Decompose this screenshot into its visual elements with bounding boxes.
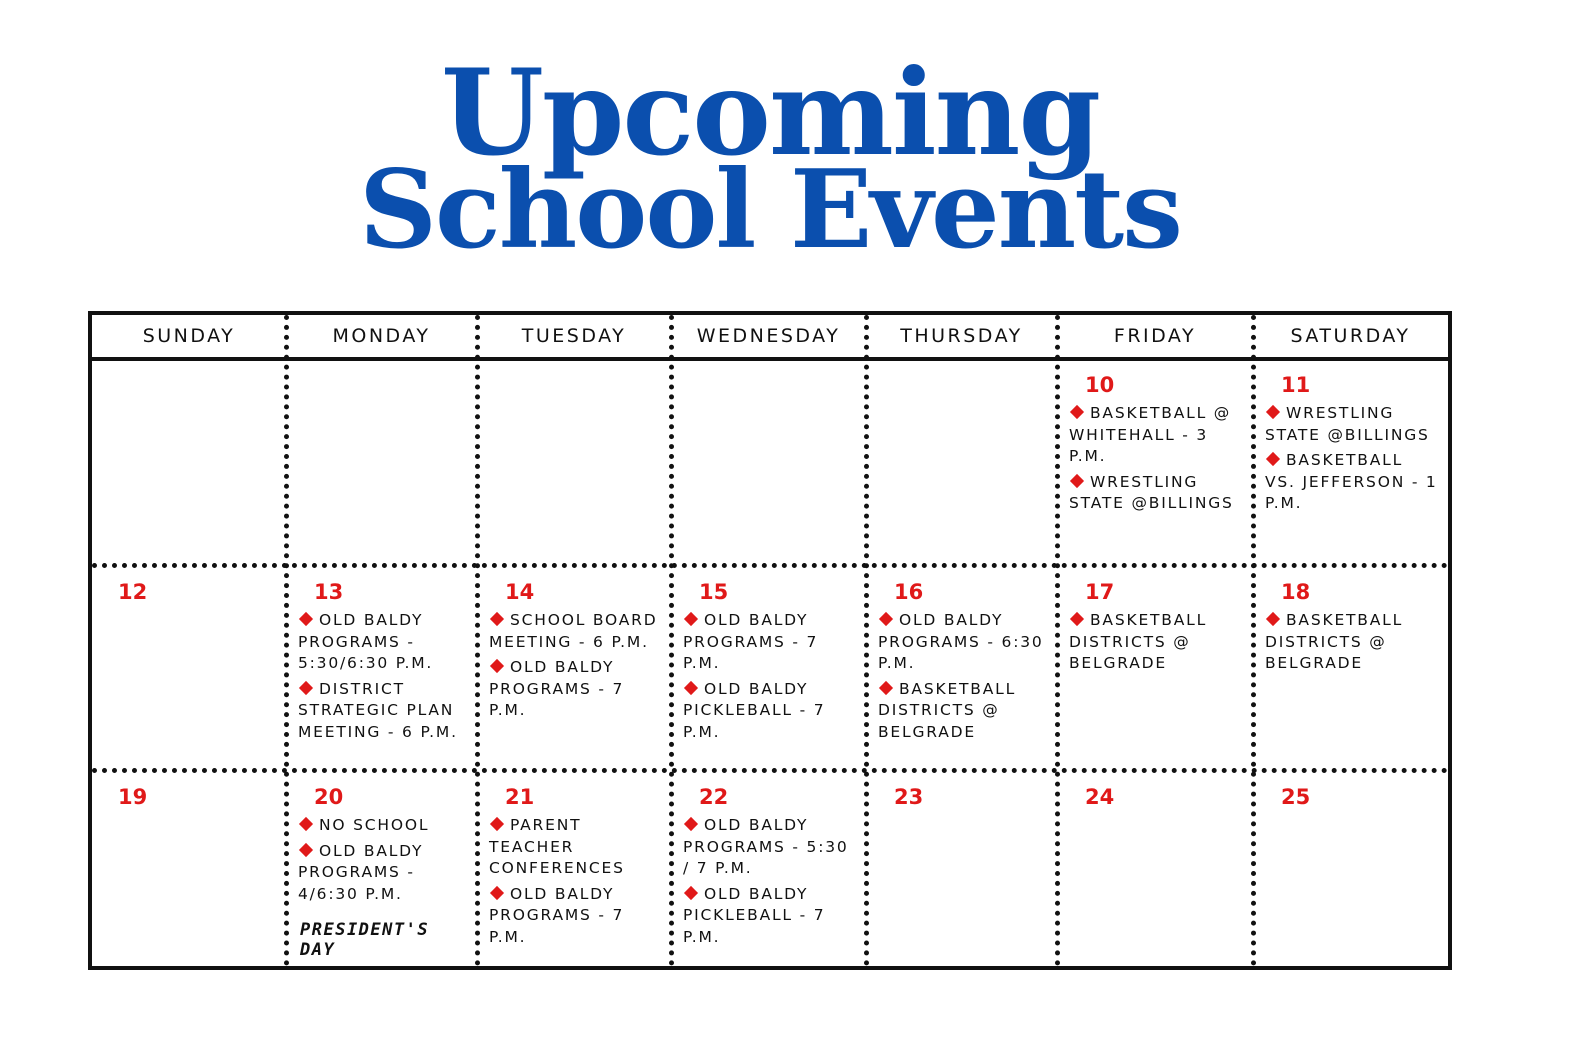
event-text: OLD BALDY PROGRAMS - 7 P.M. (489, 658, 625, 719)
day-number: 24 (1085, 785, 1115, 809)
day-number: 14 (505, 580, 535, 604)
event-text: BASKETBALL DISTRICTS @ BELGRADE (878, 679, 1017, 741)
event-text: OLD BALDY PICKLEBALL - 7 P.M. (683, 679, 826, 741)
calendar-day-cell (288, 361, 475, 563)
calendar-day-cell (868, 568, 1055, 768)
red-diamond-icon (490, 612, 504, 626)
red-diamond-icon (684, 680, 698, 694)
day-number: 18 (1281, 580, 1311, 604)
calendar-day-cell (288, 568, 475, 768)
day-number: 11 (1281, 373, 1311, 397)
event-item (683, 884, 856, 949)
weekday-tuesday: TUESDAY (521, 325, 627, 347)
calendar-day-cell (673, 773, 864, 970)
day-number: 19 (118, 785, 148, 809)
calendar-day-cell (92, 568, 284, 768)
event-text: OLD BALDY PROGRAMS - 6:30 P.M. (878, 611, 1044, 672)
event-text: BASKETBALL DISTRICTS @ BELGRADE (1069, 611, 1208, 672)
day-number: 22 (699, 785, 729, 809)
weekday-wednesday: WEDNESDAY (696, 325, 841, 347)
event-item (298, 841, 467, 906)
calendar-day-cell (1059, 773, 1251, 970)
red-diamond-icon (1070, 473, 1084, 487)
weekday-saturday: SATURDAY (1290, 325, 1411, 347)
calendar-day-cell (868, 773, 1055, 970)
calendar-day-cell (479, 773, 669, 970)
event-text: SCHOOL BOARD MEETING - 6 P.M. (489, 611, 658, 651)
red-diamond-icon (490, 817, 504, 831)
day-number: 12 (118, 580, 148, 604)
weekday-sunday: SUNDAY (142, 325, 236, 347)
event-item (878, 679, 1047, 744)
event-text: WRESTLING STATE @BILLINGS (1069, 472, 1234, 512)
calendar-day-cell (673, 361, 864, 563)
red-diamond-icon (684, 817, 698, 831)
event-item (1265, 610, 1440, 675)
day-number: 15 (699, 580, 729, 604)
calendar-day-cell (1255, 773, 1448, 970)
calendar-day-cell (1059, 361, 1251, 563)
red-diamond-icon (1266, 452, 1280, 466)
event-text: OLD BALDY PROGRAMS - 7 P.M. (683, 611, 819, 672)
calendar-day-cell (1255, 361, 1448, 563)
event-item (298, 815, 467, 837)
event-text: PARENT TEACHER CONFERENCES (489, 816, 625, 877)
day-number: 16 (894, 580, 924, 604)
calendar-day-cell (1255, 568, 1448, 768)
weekday-monday: MONDAY (332, 325, 431, 347)
calendar-day-cell (92, 773, 284, 970)
calendar-grid (88, 311, 1452, 970)
page-title-line-2: School Events (359, 147, 1181, 273)
day-number: 13 (314, 580, 344, 604)
event-item (489, 884, 661, 949)
day-number: 21 (505, 785, 535, 809)
red-diamond-icon (299, 842, 313, 856)
red-diamond-icon (490, 885, 504, 899)
event-text: BASKETBALL @ WHITEHALL - 3 P.M. (1069, 404, 1232, 465)
day-number: 23 (894, 785, 924, 809)
day-number: 10 (1085, 373, 1115, 397)
event-text: NO SCHOOL (319, 816, 430, 834)
event-item (1265, 450, 1440, 515)
event-item (489, 657, 661, 722)
calendar-day-cell (288, 773, 475, 970)
red-diamond-icon (1070, 405, 1084, 419)
event-item (1265, 403, 1440, 446)
calendar-day-cell (868, 361, 1055, 563)
event-text: DISTRICT STRATEGIC PLAN MEETING - 6 P.M. (298, 679, 458, 741)
calendar-day-cell (92, 361, 284, 563)
event-item (1069, 610, 1243, 675)
event-item (878, 610, 1047, 675)
red-diamond-icon (684, 612, 698, 626)
event-text: OLD BALDY PROGRAMS - 4/6:30 P.M. (298, 841, 424, 903)
red-diamond-icon (299, 680, 313, 694)
event-item (298, 610, 467, 675)
event-text: OLD BALDY PROGRAMS - 5:30/6:30 P.M. (298, 611, 434, 672)
calendar-day-cell (479, 361, 669, 563)
calendar-day-cell (1059, 568, 1251, 768)
event-item (683, 610, 856, 675)
event-item (489, 815, 661, 880)
red-diamond-icon (879, 680, 893, 694)
day-number: 17 (1085, 580, 1115, 604)
page-title-line-1: Upcoming (441, 43, 1099, 182)
red-diamond-icon (1266, 405, 1280, 419)
day-number: 25 (1281, 785, 1311, 809)
event-text: OLD BALDY PICKLEBALL - 7 P.M. (683, 884, 826, 946)
red-diamond-icon (684, 885, 698, 899)
weekday-friday: FRIDAY (1113, 325, 1197, 347)
event-item (683, 679, 856, 744)
red-diamond-icon (299, 817, 313, 831)
red-diamond-icon (879, 612, 893, 626)
event-item (1069, 472, 1243, 515)
event-text: OLD BALDY PROGRAMS - 5:30 / 7 P.M. (683, 816, 849, 877)
red-diamond-icon (1266, 612, 1280, 626)
day-number: 20 (314, 785, 344, 809)
event-text: BASKETBALL VS. JEFFERSON - 1 P.M. (1265, 451, 1438, 512)
event-text: OLD BALDY PROGRAMS - 7 P.M. (489, 884, 625, 946)
event-item (683, 815, 856, 880)
calendar-day-cell (673, 568, 864, 768)
event-item (489, 610, 661, 653)
holiday-note: PRESIDENT'S DAY (300, 920, 430, 960)
red-diamond-icon (1070, 612, 1084, 626)
weekday-thursday: THURSDAY (900, 325, 1023, 347)
red-diamond-icon (490, 659, 504, 673)
event-text: WRESTLING STATE @BILLINGS (1265, 404, 1430, 444)
event-item (1069, 403, 1243, 468)
weekday-header-row (92, 315, 1448, 361)
event-text: BASKETBALL DISTRICTS @ BELGRADE (1265, 611, 1404, 672)
red-diamond-icon (299, 612, 313, 626)
event-item (298, 679, 467, 744)
calendar-day-cell (479, 568, 669, 768)
